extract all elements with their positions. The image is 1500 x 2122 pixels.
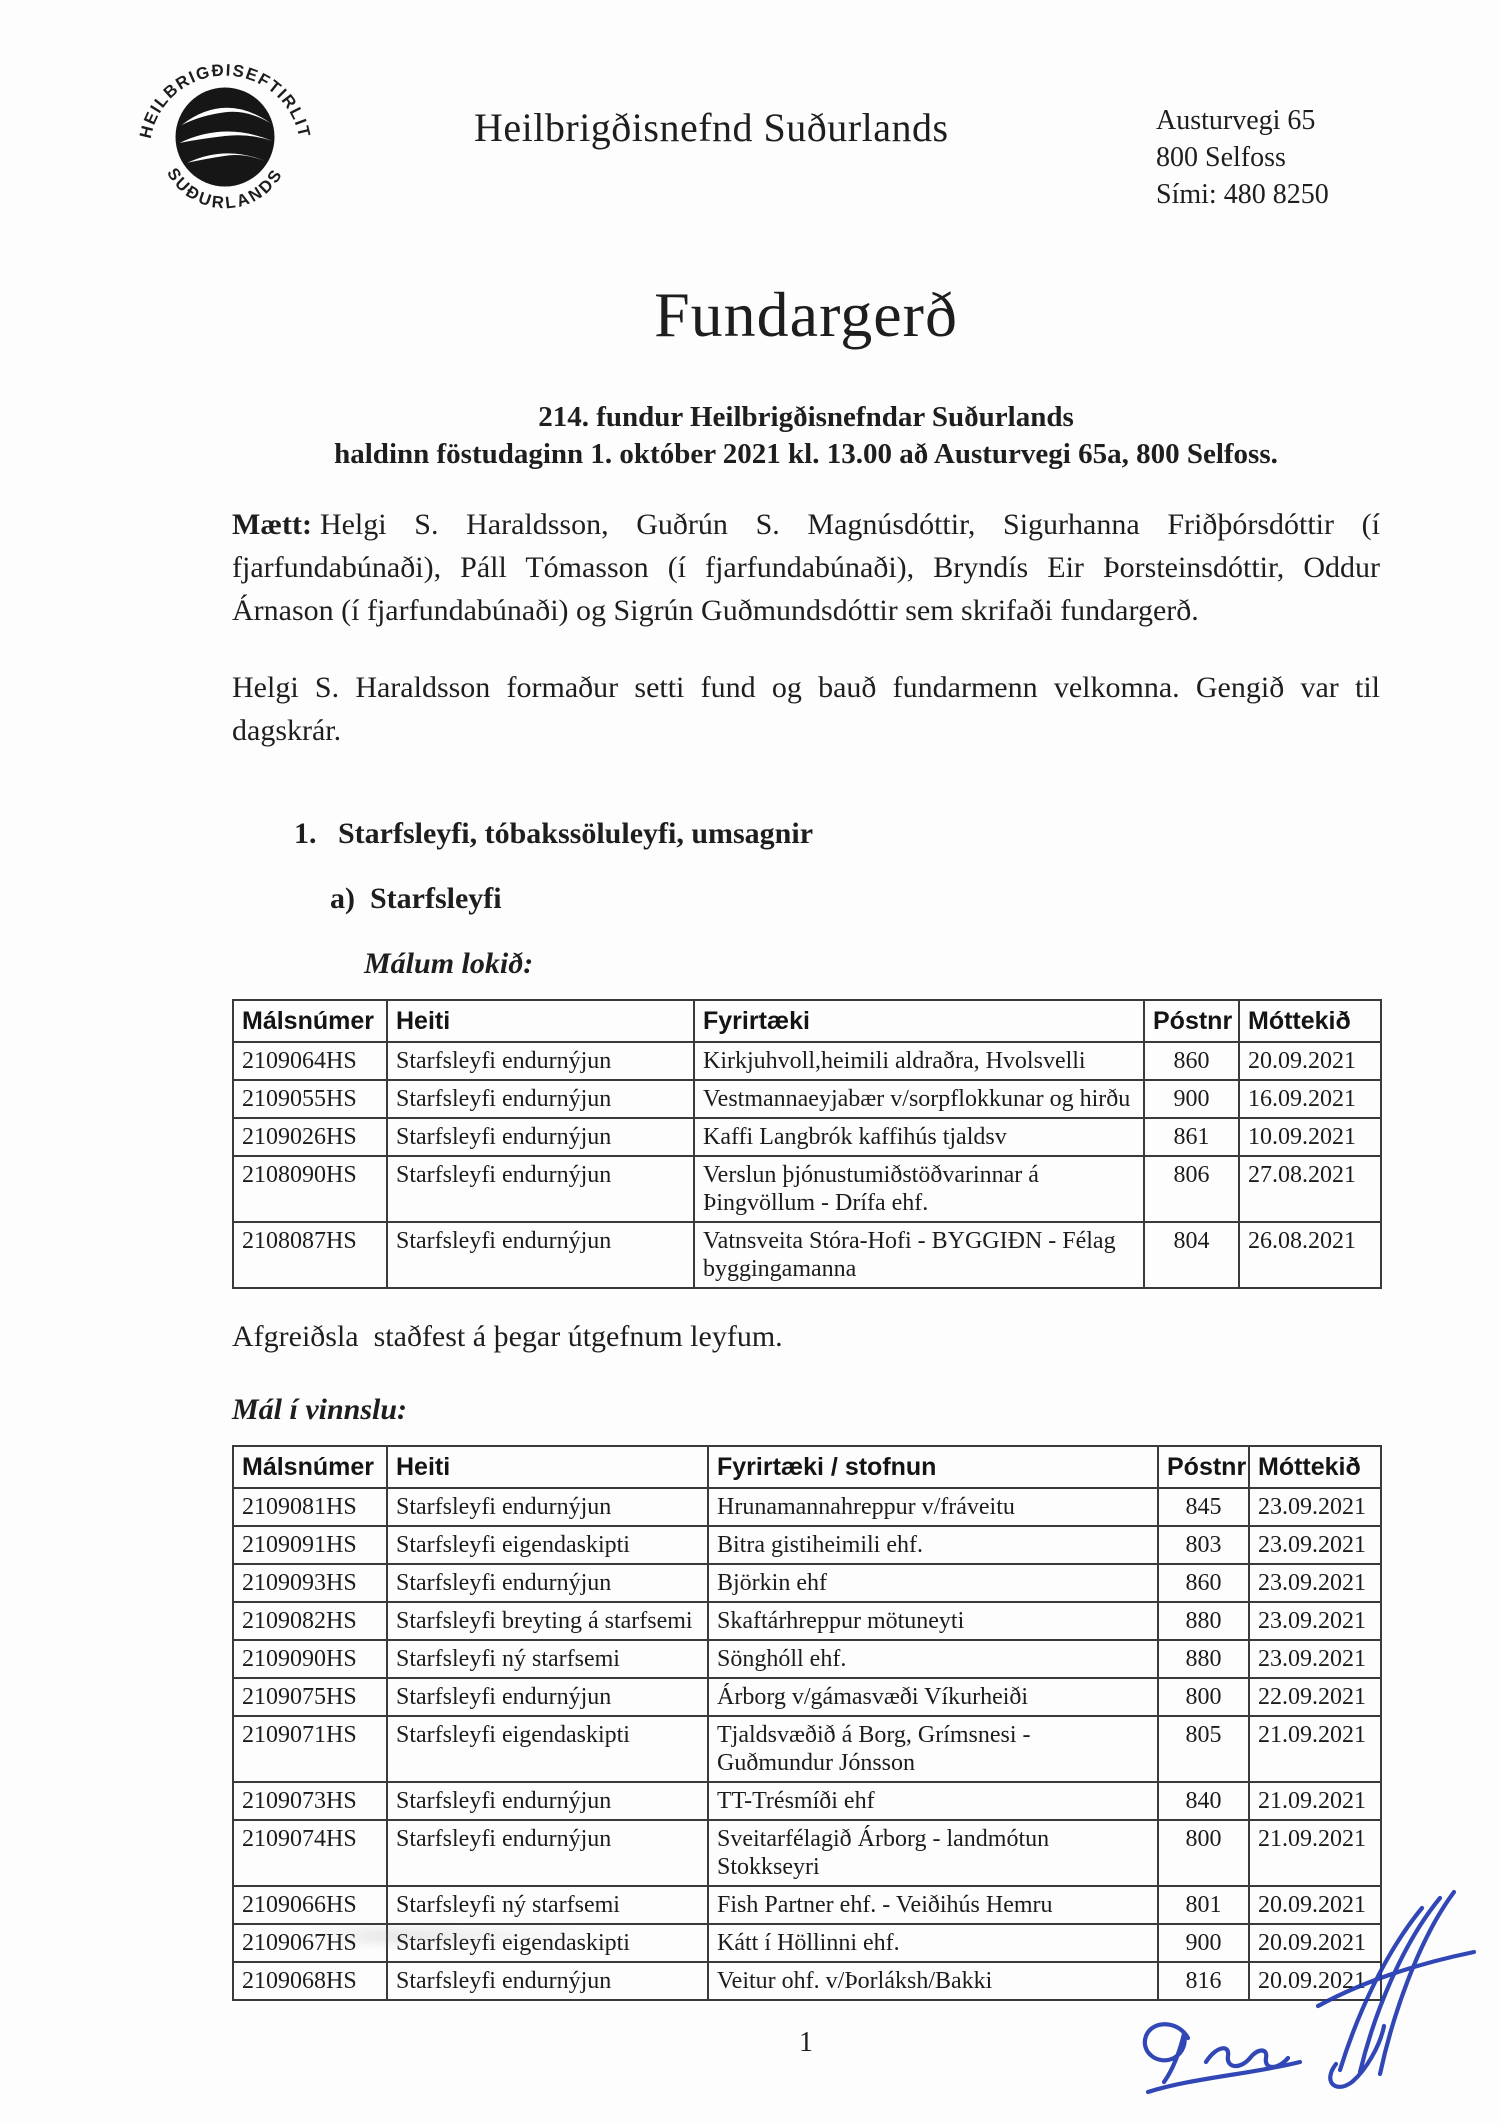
table-row: [233, 1602, 1381, 1640]
table-row: [233, 1080, 1381, 1118]
table-row: [233, 1156, 1381, 1222]
in-progress-label: Mál í vinnslu:: [232, 1393, 408, 1426]
table-cell: 900: [1144, 1080, 1239, 1118]
table-cell: Vestmannaeyjabær v/sorpflokkunar og hirðu: [694, 1080, 1144, 1118]
table-cell: 21.09.2021: [1249, 1820, 1381, 1886]
table-cell: Starfsleyfi endurnýjun: [387, 1118, 694, 1156]
table-header-row: [233, 1000, 1381, 1042]
table-cell: 23.09.2021: [1249, 1640, 1381, 1678]
table-cell: 2109075HS: [233, 1678, 387, 1716]
table-cell: 2109055HS: [233, 1080, 387, 1118]
table-cell: Sönghóll ehf.: [708, 1640, 1158, 1678]
table-cell: Starfsleyfi endurnýjun: [387, 1488, 708, 1526]
table-cell: Starfsleyfi endurnýjun: [387, 1564, 708, 1602]
address-line-2: 800 Selfoss: [1156, 142, 1286, 173]
handwritten-signatures: [1122, 1878, 1482, 2118]
table-cell: Fish Partner ehf. - Veiðihús Hemru: [708, 1886, 1158, 1924]
table-cell: 840: [1158, 1782, 1249, 1820]
table-cell: 803: [1158, 1526, 1249, 1564]
document-body: [232, 385, 1380, 2064]
table-cell: 2109066HS: [233, 1886, 387, 1924]
table-cell: 2109091HS: [233, 1526, 387, 1564]
column-header: Móttekið: [1249, 1446, 1381, 1488]
table-cell: 2109090HS: [233, 1640, 387, 1678]
page-number: 1: [799, 2027, 813, 2058]
table-cell: Starfsleyfi endurnýjun: [387, 1678, 708, 1716]
table-cell: Bitra gistiheimili ehf.: [708, 1526, 1158, 1564]
table-row: [233, 1564, 1381, 1602]
table-cell: 10.09.2021: [1239, 1118, 1381, 1156]
table-cell: Starfsleyfi endurnýjun: [387, 1962, 708, 2000]
column-header: Póstnr: [1144, 1000, 1239, 1042]
table-cell: Kátt í Höllinni ehf.: [708, 1924, 1158, 1962]
org-seal-logo: [126, 40, 324, 238]
table-cell: Sveitarfélagið Árborg - landmótun Stokkseyri: [708, 1820, 1158, 1886]
subsection-letter: a): [330, 882, 355, 915]
table-cell: 22.09.2021: [1249, 1678, 1381, 1716]
column-header: Heiti: [387, 1446, 708, 1488]
table-cell: Starfsleyfi ný starfsemi: [387, 1886, 708, 1924]
logo-arc-bottom-text: SUÐURLANDS: [163, 164, 287, 213]
table-row: [233, 1526, 1381, 1564]
table-cell: Starfsleyfi endurnýjun: [387, 1080, 694, 1118]
table-cell: 23.09.2021: [1249, 1602, 1381, 1640]
table-cell: Vatnsveita Stóra-Hofi - BYGGIÐN - Félag byggingamanna: [694, 1222, 1144, 1288]
table-cell: Kirkjuhvoll,heimili aldraðra, Hvolsvelli: [694, 1042, 1144, 1080]
table-cell: 2108087HS: [233, 1222, 387, 1288]
closed-cases-note: Afgreiðsla staðfest á þegar útgefnum leyfum.: [232, 1320, 783, 1353]
table-cell: Skaftárhreppur mötuneyti: [708, 1602, 1158, 1640]
column-header: Fyrirtæki: [694, 1000, 1144, 1042]
table-cell: Starfsleyfi ný starfsemi: [387, 1640, 708, 1678]
table-cell: 23.09.2021: [1249, 1488, 1381, 1526]
closed-cases-label: Málum lokið:: [364, 947, 534, 980]
table-cell: 20.09.2021: [1239, 1042, 1381, 1080]
table-cell: 860: [1144, 1042, 1239, 1080]
table-row: [233, 1678, 1381, 1716]
table-cell: 21.09.2021: [1249, 1782, 1381, 1820]
table-cell: Verslun þjónustumiðstöðvarinnar á Þingvöllum - Drífa ehf.: [694, 1156, 1144, 1222]
signature-left-sm: [1206, 2048, 1288, 2067]
table-cell: 20.09.2021: [1249, 1886, 1381, 1924]
column-header: Móttekið: [1239, 1000, 1381, 1042]
table-cell: Kaffi Langbrók kaffihús tjaldsv: [694, 1118, 1144, 1156]
table-cell: TT-Trésmíði ehf: [708, 1782, 1158, 1820]
signature-left-g: [1145, 2024, 1188, 2082]
attendees-paragraph: [232, 503, 1380, 632]
meeting-heading-line-2: haldinn föstudaginn 1. október 2021 kl. 13.00 að Austurvegi 65a, 800 Selfoss.: [334, 438, 1278, 470]
table-row: [233, 1820, 1381, 1886]
section-1-heading: [232, 812, 1380, 855]
meeting-heading: [232, 399, 1380, 473]
table-cell: 816: [1158, 1962, 1249, 2000]
table-cell: 880: [1158, 1602, 1249, 1640]
table-cell: Starfsleyfi endurnýjun: [387, 1156, 694, 1222]
table-cell: Hrunamannahreppur v/fráveitu: [708, 1488, 1158, 1526]
meeting-heading-line-1: 214. fundur Heilbrigðisnefndar Suðurlands: [538, 401, 1074, 433]
table-cell: 27.08.2021: [1239, 1156, 1381, 1222]
seal-icon: [126, 40, 324, 238]
opening-paragraph: Helgi S. Haraldsson formaður setti fund og bauð fundarmenn velkomna. Gengið var til dagskrár.: [232, 671, 1380, 747]
table-cell: 800: [1158, 1820, 1249, 1886]
table-cell: Starfsleyfi eigendaskipti: [387, 1526, 708, 1564]
table-cell: 23.09.2021: [1249, 1564, 1381, 1602]
column-header: Málsnúmer: [233, 1000, 387, 1042]
org-address-block: [1156, 102, 1329, 213]
scan-smudge-artifact: [300, 1928, 600, 1944]
table-cell: 804: [1144, 1222, 1239, 1288]
table-cell: 2109026HS: [233, 1118, 387, 1156]
table-cell: 20.09.2021: [1249, 1962, 1381, 2000]
org-name: Heilbrigðisnefnd Suðurlands: [474, 105, 949, 150]
attendees-text: Helgi S. Haraldsson, Guðrún S. Magnúsdóttir, Sigurhanna Friðþórsdóttir (í fjarfundabúnaði), Páll Tómasson (í fjarfundabúnaði), Bryndís Eir Þorsteinsdóttir, Oddur Árnason (í fjarfundabúnaði) og Sigrún Guðmundsdóttir sem skrifaði fundargerð.: [232, 508, 1380, 627]
section-heading-text: Starfsleyfi, tóbakssöluleyfi, umsagnir: [338, 817, 814, 850]
signature-right-cross: [1318, 1952, 1474, 2006]
table-cell: 2109093HS: [233, 1564, 387, 1602]
table-row: [233, 1782, 1381, 1820]
table-cell: Björkin ehf: [708, 1564, 1158, 1602]
section-number: 1.: [294, 817, 317, 850]
table-cell: 2109071HS: [233, 1716, 387, 1782]
table-cell: Tjaldsvæðið á Borg, Grímsnesi - Guðmundur Jónsson: [708, 1716, 1158, 1782]
table-cell: 2109068HS: [233, 1962, 387, 2000]
table-row: [233, 1118, 1381, 1156]
table-cell: Árborg v/gámasvæði Víkurheiði: [708, 1678, 1158, 1716]
table-row: [233, 1488, 1381, 1526]
closed-cases-table: [232, 999, 1382, 1289]
table-cell: Starfsleyfi endurnýjun: [387, 1820, 708, 1886]
table-cell: 900: [1158, 1924, 1249, 1962]
column-header: Heiti: [387, 1000, 694, 1042]
table-cell: 801: [1158, 1886, 1249, 1924]
column-header: Póstnr: [1158, 1446, 1249, 1488]
table-cell: 861: [1144, 1118, 1239, 1156]
table-cell: 845: [1158, 1488, 1249, 1526]
table-cell: 880: [1158, 1640, 1249, 1678]
subsection-heading-text: Starfsleyfi: [370, 882, 502, 915]
table-cell: 2109073HS: [233, 1782, 387, 1820]
table-header-row: [233, 1446, 1381, 1488]
document-title: Fundargerð: [654, 279, 958, 350]
column-header: Fyrirtæki / stofnun: [708, 1446, 1158, 1488]
table-cell: Starfsleyfi eigendaskipti: [387, 1716, 708, 1782]
table-cell: Starfsleyfi breyting á starfsemi: [387, 1602, 708, 1640]
signature-right-loop: [1330, 2026, 1384, 2087]
table-row: [233, 1042, 1381, 1080]
table-cell: 2109074HS: [233, 1820, 387, 1886]
table-cell: 2109064HS: [233, 1042, 387, 1080]
table-cell: 860: [1158, 1564, 1249, 1602]
table-cell: 20.09.2021: [1249, 1924, 1381, 1962]
attendees-label: Mætt:: [232, 508, 312, 541]
address-line-1: Austurvegi 65: [1156, 105, 1316, 136]
table-cell: 21.09.2021: [1249, 1716, 1381, 1782]
table-cell: 800: [1158, 1678, 1249, 1716]
table-row: [233, 1222, 1381, 1288]
table-cell: Starfsleyfi endurnýjun: [387, 1782, 708, 1820]
table-cell: 26.08.2021: [1239, 1222, 1381, 1288]
address-line-3: Sími: 480 8250: [1156, 179, 1329, 210]
subsection-a-heading: [232, 877, 1380, 920]
table-cell: 2109081HS: [233, 1488, 387, 1526]
logo-arc-top-text: HEILBRIGÐISEFTIRLIT: [135, 60, 315, 141]
table-cell: Starfsleyfi endurnýjun: [387, 1042, 694, 1080]
table-row: [233, 1716, 1381, 1782]
table-cell: 806: [1144, 1156, 1239, 1222]
table-cell: 2109082HS: [233, 1602, 387, 1640]
table-cell: 805: [1158, 1716, 1249, 1782]
table-cell: 2109067HS: [233, 1924, 387, 1962]
table-cell: 2108090HS: [233, 1156, 387, 1222]
table-cell: 23.09.2021: [1249, 1526, 1381, 1564]
table-cell: Starfsleyfi endurnýjun: [387, 1222, 694, 1288]
table-cell: Veitur ohf. v/Þorláksh/Bakki: [708, 1962, 1158, 2000]
column-header: Málsnúmer: [233, 1446, 387, 1488]
table-cell: 16.09.2021: [1239, 1080, 1381, 1118]
table-cell: Starfsleyfi eigendaskipti: [387, 1924, 708, 1962]
table-row: [233, 1640, 1381, 1678]
